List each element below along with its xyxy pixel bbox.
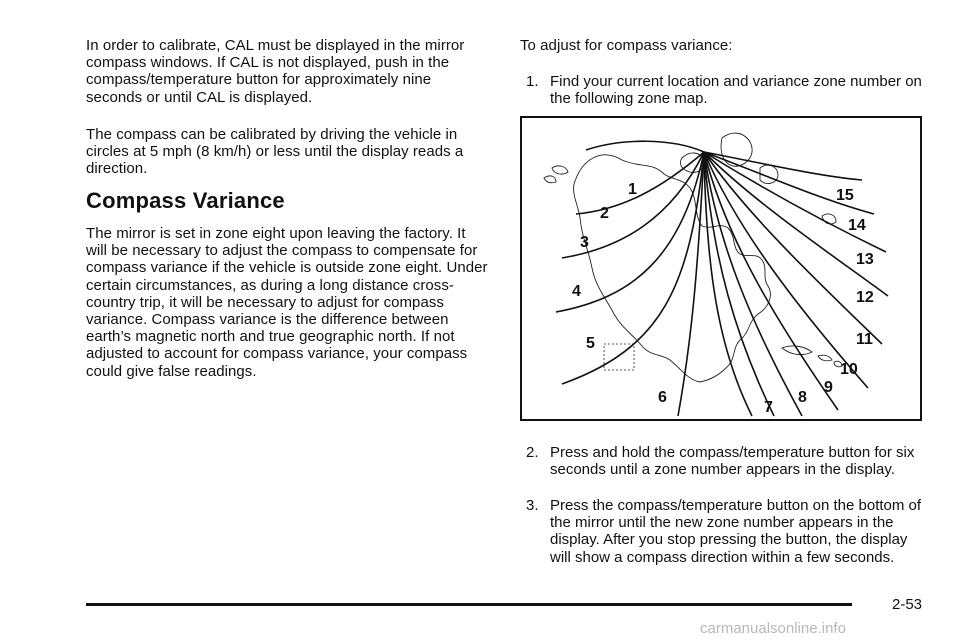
zone-label-8: 8 [798,389,807,406]
step-text: Press and hold the compass/temperature button for six seconds until a zone number appears in the display. [550,444,915,479]
section-heading: Compass Variance [86,188,285,213]
zone-label-6: 6 [658,389,667,406]
variance-intro: To adjust for compass variance: [520,37,733,54]
zone-label-2: 2 [600,205,609,222]
zone-boundary-line [704,152,802,416]
zone-boundary-line [678,152,704,416]
zone-label-12: 12 [856,289,874,306]
zone-label-10: 10 [840,361,858,378]
zone-map-svg [522,118,920,419]
zone-label-3: 3 [580,234,589,251]
variance-zone-map [520,116,922,421]
zone-label-15: 15 [836,187,854,204]
page-number: 2-53 [892,596,923,613]
site-watermark: carmanualsonline.info [700,620,846,637]
step-text: Find your current location and variance zone number on the following zone map. [550,73,922,108]
zone-label-5: 5 [586,335,595,352]
calibration-paragraph: In order to calibrate, CAL must be displayed in the mirror compass windows. If CAL is not displayed, push in the compass/temperature button for approximately nine seconds or until CAL is displayed. [86,37,465,106]
footer-rule [86,603,852,606]
zone-label-14: 14 [848,217,866,234]
zone-label-4: 4 [572,283,581,300]
zone-label-7: 7 [764,399,773,416]
zone-boundary-lines [556,141,888,416]
zone-label-11: 11 [856,331,873,348]
step-number: 3. [526,497,539,514]
zone-labels [572,181,874,416]
zone-boundary-line [704,152,886,252]
step-text: Press the compass/temperature button on the bottom of the mirror until the new zone number appears in the display. After you stop pressing the button, the display will show a compass direction within a few seconds. [550,497,922,566]
zone-label-1: 1 [628,181,637,198]
step-number: 2. [526,444,539,461]
driving-calibration-paragraph: The compass can be calibrated by driving the vehicle in circles at 5 mph (8 km/h) or less until the display reads a direction. [86,126,464,178]
step-number: 1. [526,73,539,90]
zone-boundary-line [586,141,704,152]
zone-label-9: 9 [824,379,833,396]
zone-boundary-line [704,152,882,344]
zone-label-13: 13 [856,251,874,268]
variance-paragraph: The mirror is set in zone eight upon leaving the factory. It will be necessary to adjust the compass to compensate for compass variance if the vehicle is outside zone eight. Under certain circumstances, as during a long distance cross-country trip, it will be necessary to adjust for compass variance. Compass variance is the difference between earth’s magnetic north and true geographic north. If not adjusted to account for compass variance, your compass could give false readings. [86,225,488,380]
